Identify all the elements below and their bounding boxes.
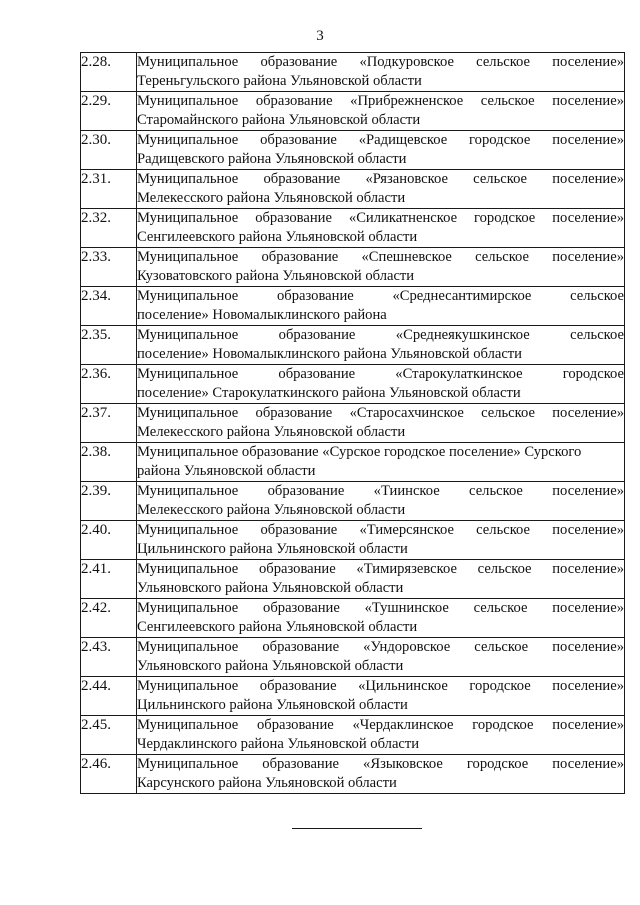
row-text-line-1: Муниципальное образование «Старосахчинское сельское поселение» [137, 405, 624, 421]
table-row [81, 716, 625, 755]
row-text-line-2: Мелекесского района Ульяновской области [137, 502, 406, 518]
table-row [81, 170, 625, 209]
row-text [137, 716, 625, 755]
row-text-line-1: Муниципальное образование «Чердаклинское городское поселение» [137, 717, 624, 733]
row-text [137, 287, 625, 326]
row-text-line-1: Муниципальное образование «Ундоровское сельское поселение» [137, 639, 624, 655]
row-number: 2.31. [81, 170, 137, 209]
row-text-line-1: Муниципальное образование «Тимерсянское сельское поселение» [137, 522, 624, 538]
row-number: 2.34. [81, 287, 137, 326]
row-text-line-2: Кузоватовского района Ульяновской области [137, 268, 415, 284]
row-text-line-1: Муниципальное образование «Прибрежненское сельское поселение» [137, 93, 624, 109]
row-number: 2.43. [81, 638, 137, 677]
row-text [137, 326, 625, 365]
row-number: 2.38. [81, 443, 137, 482]
row-text-line-2: Цильнинского района Ульяновской области [137, 541, 408, 557]
row-text-line-1: Муниципальное образование «Спешневское сельское поселение» [137, 249, 624, 265]
row-number: 2.32. [81, 209, 137, 248]
row-text-line-1: Муниципальное образование «Радищевское городское поселение» [137, 132, 624, 148]
row-text-line-2: Чердаклинского района Ульяновской области [137, 736, 420, 752]
table-row [81, 560, 625, 599]
row-text [137, 443, 625, 482]
table-row [81, 677, 625, 716]
row-text [137, 482, 625, 521]
row-text [137, 677, 625, 716]
table-row [81, 365, 625, 404]
row-text-line-1: Муниципальное образование «Подкуровское сельское поселение» [137, 54, 624, 70]
row-number: 2.44. [81, 677, 137, 716]
row-text [137, 209, 625, 248]
row-text [137, 560, 625, 599]
table-row [81, 404, 625, 443]
row-text-line-2: поселение» Новомалыклинского района [137, 307, 387, 323]
row-text-line-2: поселение» Старокулаткинского района Ульяновской области [137, 385, 521, 401]
entries-table [80, 52, 625, 794]
row-text [137, 248, 625, 287]
row-number: 2.35. [81, 326, 137, 365]
table-row [81, 209, 625, 248]
row-number: 2.42. [81, 599, 137, 638]
row-number: 2.37. [81, 404, 137, 443]
row-text-line-2: Карсунского района Ульяновской области [137, 775, 397, 791]
table-row [81, 248, 625, 287]
row-text [137, 755, 625, 794]
row-text [137, 638, 625, 677]
table-row [81, 443, 625, 482]
row-text-line-1: Муниципальное образование «Тушнинское сельское поселение» [137, 600, 624, 616]
footer-rule [292, 828, 422, 829]
table-row [81, 755, 625, 794]
row-text-line-1: Муниципальное образование «Тимирязевское сельское поселение» [137, 561, 624, 577]
table-row [81, 599, 625, 638]
table-row [81, 131, 625, 170]
page-number: 3 [316, 28, 324, 44]
row-number: 2.28. [81, 53, 137, 92]
row-text [137, 131, 625, 170]
row-text-line-2: Ульяновского района Ульяновской области [137, 658, 404, 674]
row-text-line-2: Ульяновского района Ульяновской области [137, 580, 404, 596]
row-number: 2.33. [81, 248, 137, 287]
row-text-line-1: Муниципальное образование «Языковское городское поселение» [137, 756, 624, 772]
row-text-line-1: Муниципальное образование «Среднесантимирское сельское [137, 288, 624, 304]
row-text [137, 92, 625, 131]
row-text-line-1: Муниципальное образование «Рязановское сельское поселение» [137, 171, 624, 187]
row-text-line-1: Муниципальное образование «Тиинское сельское поселение» [137, 483, 624, 499]
row-number: 2.40. [81, 521, 137, 560]
row-text [137, 521, 625, 560]
row-text-line-2: Мелекесского района Ульяновской области [137, 190, 406, 206]
row-text-line-1: Муниципальное образование «Сурское городское поселение» Сурского [137, 444, 582, 460]
row-text-line-2: Радищевского района Ульяновской области [137, 151, 407, 167]
row-number: 2.45. [81, 716, 137, 755]
table-row [81, 53, 625, 92]
entries-table-body [81, 53, 625, 794]
table-row [81, 92, 625, 131]
table-row [81, 287, 625, 326]
row-text [137, 53, 625, 92]
row-text-line-2: Старомайнского района Ульяновской области [137, 112, 421, 128]
row-text-line-2: поселение» Новомалыклинского района Ульяновской области [137, 346, 522, 362]
table-row [81, 326, 625, 365]
row-text-line-1: Муниципальное образование «Силикатненское городское поселение» [137, 210, 624, 226]
row-number: 2.39. [81, 482, 137, 521]
row-number: 2.36. [81, 365, 137, 404]
row-text-line-1: Муниципальное образование «Старокулаткинское городское [137, 366, 624, 382]
table-row [81, 638, 625, 677]
row-text-line-1: Муниципальное образование «Цильнинское городское поселение» [137, 678, 624, 694]
table-row [81, 482, 625, 521]
row-text-line-2: района Ульяновской области [137, 463, 316, 479]
table-row [81, 521, 625, 560]
row-text-line-2: Сенгилеевского района Ульяновской области [137, 619, 418, 635]
row-number: 2.29. [81, 92, 137, 131]
row-text-line-2: Мелекесского района Ульяновской области [137, 424, 406, 440]
row-text [137, 599, 625, 638]
row-text [137, 365, 625, 404]
row-text [137, 170, 625, 209]
row-text-line-2: Цильнинского района Ульяновской области [137, 697, 408, 713]
row-number: 2.46. [81, 755, 137, 794]
row-number: 2.41. [81, 560, 137, 599]
row-text [137, 404, 625, 443]
row-text-line-2: Тереньгульского района Ульяновской области [137, 73, 422, 89]
row-text-line-2: Сенгилеевского района Ульяновской области [137, 229, 418, 245]
row-text-line-1: Муниципальное образование «Среднеякушкинское сельское [137, 327, 624, 343]
row-number: 2.30. [81, 131, 137, 170]
